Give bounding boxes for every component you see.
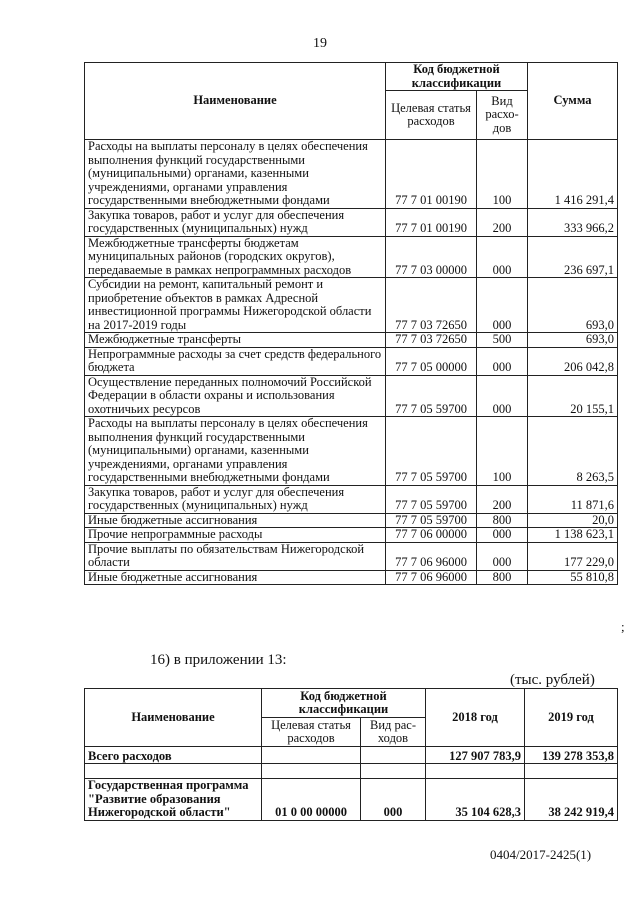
row-name: Прочие непрограммные расходы	[85, 528, 386, 543]
row-code: 77 7 05 59700	[386, 417, 477, 486]
table-row	[85, 485, 618, 513]
table-row	[85, 375, 618, 417]
expenses-table-body	[85, 140, 618, 585]
appendix-13-table	[84, 688, 618, 821]
table-row	[85, 347, 618, 375]
row-sum: 55 810,8	[528, 570, 618, 585]
total-name: Всего расходов	[85, 747, 262, 764]
header-2019: 2019 год	[525, 689, 618, 747]
row-type: 000	[477, 528, 528, 543]
row-code: 77 7 05 59700	[386, 513, 477, 528]
program-2019: 38 242 919,4	[525, 779, 618, 821]
table-row-program	[85, 779, 618, 821]
row-code: 77 7 03 72650	[386, 278, 477, 333]
header-name: Наименование	[85, 63, 386, 140]
table-row-spacer	[85, 764, 618, 779]
row-name: Прочие выплаты по обязательствам Нижегородской области	[85, 542, 386, 570]
row-type: 100	[477, 140, 528, 209]
row-name: Субсидии на ремонт, капитальный ремонт и приобретение объектов в рамках Адресной инвестиционной программы Нижегородской области на 2017-2019 годы	[85, 278, 386, 333]
row-sum: 8 263,5	[528, 417, 618, 486]
program-code: 01 0 00 00000	[262, 779, 361, 821]
row-sum: 11 871,6	[528, 485, 618, 513]
row-code: 77 7 03 72650	[386, 333, 477, 348]
table-row	[85, 140, 618, 209]
row-name: Иные бюджетные ассигнования	[85, 570, 386, 585]
row-sum: 177 229,0	[528, 542, 618, 570]
row-sum: 236 697,1	[528, 236, 618, 278]
header-expense-type: Вид расхо-дов	[477, 91, 528, 140]
page-number: 19	[313, 36, 327, 51]
row-code: 77 7 05 59700	[386, 375, 477, 417]
item-16-heading: 16) в приложении 13:	[150, 652, 287, 668]
row-name: Расходы на выплаты персоналу в целях обеспечения выполнения функций государственными (муниципальными) органами, казенными учреждениями, органами управления государственными внебюджетными фондами	[85, 140, 386, 209]
row-type: 000	[477, 278, 528, 333]
row-sum: 20,0	[528, 513, 618, 528]
table-row	[85, 570, 618, 585]
row-name: Расходы на выплаты персоналу в целях обеспечения выполнения функций государственными (муниципальными) органами, казенными учреждениями, органами управления государственными внебюджетными фондами	[85, 417, 386, 486]
row-type: 800	[477, 513, 528, 528]
row-sum: 206 042,8	[528, 347, 618, 375]
header-code-group: Код бюджетной классификации	[262, 689, 426, 718]
row-code: 77 7 05 59700	[386, 485, 477, 513]
table-row	[85, 236, 618, 278]
units-label: (тыс. рублей)	[510, 672, 595, 688]
row-type: 200	[477, 485, 528, 513]
table-header-row	[85, 689, 618, 718]
row-sum: 1 416 291,4	[528, 140, 618, 209]
table-row	[85, 542, 618, 570]
row-code: 77 7 03 00000	[386, 236, 477, 278]
program-2018: 35 104 628,3	[426, 779, 525, 821]
program-type: 000	[361, 779, 426, 821]
table-tail-semicolon: ;	[621, 619, 625, 634]
row-sum: 20 155,1	[528, 375, 618, 417]
table-row	[85, 528, 618, 543]
header-expense-type: Вид рас-ходов	[361, 718, 426, 747]
table-row	[85, 208, 618, 236]
table-header-row	[85, 63, 618, 91]
row-name: Иные бюджетные ассигнования	[85, 513, 386, 528]
row-code: 77 7 06 00000	[386, 528, 477, 543]
table-row	[85, 513, 618, 528]
total-code	[262, 747, 361, 764]
table-row	[85, 333, 618, 348]
header-code-group: Код бюджетной классификации	[386, 63, 528, 91]
header-target-article: Целевая статья расходов	[386, 91, 477, 140]
row-code: 77 7 01 00190	[386, 140, 477, 209]
row-type: 200	[477, 208, 528, 236]
table-row-total	[85, 747, 618, 764]
header-sum: Сумма	[528, 63, 618, 140]
row-type: 000	[477, 347, 528, 375]
row-type: 000	[477, 542, 528, 570]
row-name: Межбюджетные трансферты бюджетам муниципальных районов (городских округов), передаваемые в рамках непрограммных расходов	[85, 236, 386, 278]
table-row	[85, 278, 618, 333]
row-code: 77 7 06 96000	[386, 570, 477, 585]
row-code: 77 7 06 96000	[386, 542, 477, 570]
row-name: Межбюджетные трансферты	[85, 333, 386, 348]
row-name: Закупка товаров, работ и услуг для обеспечения государственных (муниципальных) нужд	[85, 208, 386, 236]
document-code: 0404/2017-2425(1)	[490, 847, 592, 862]
row-sum: 693,0	[528, 333, 618, 348]
total-type	[361, 747, 426, 764]
row-code: 77 7 01 00190	[386, 208, 477, 236]
header-name: Наименование	[85, 689, 262, 747]
header-2018: 2018 год	[426, 689, 525, 747]
row-type: 500	[477, 333, 528, 348]
expenses-table	[84, 62, 618, 585]
row-name: Непрограммные расходы за счет средств федерального бюджета	[85, 347, 386, 375]
header-target-article: Целевая статья расходов	[262, 718, 361, 747]
row-name: Закупка товаров, работ и услуг для обеспечения государственных (муниципальных) нужд	[85, 485, 386, 513]
row-type: 100	[477, 417, 528, 486]
row-sum: 1 138 623,1	[528, 528, 618, 543]
row-name: Осуществление переданных полномочий Российской Федерации в области охраны и использования охотничьих ресурсов	[85, 375, 386, 417]
total-2018: 127 907 783,9	[426, 747, 525, 764]
row-type: 800	[477, 570, 528, 585]
row-type: 000	[477, 236, 528, 278]
row-sum: 693,0	[528, 278, 618, 333]
total-2019: 139 278 353,8	[525, 747, 618, 764]
program-name: Государственная программа "Развитие образования Нижегородской области"	[85, 779, 262, 821]
row-code: 77 7 05 00000	[386, 347, 477, 375]
table-row	[85, 417, 618, 486]
row-sum: 333 966,2	[528, 208, 618, 236]
row-type: 000	[477, 375, 528, 417]
